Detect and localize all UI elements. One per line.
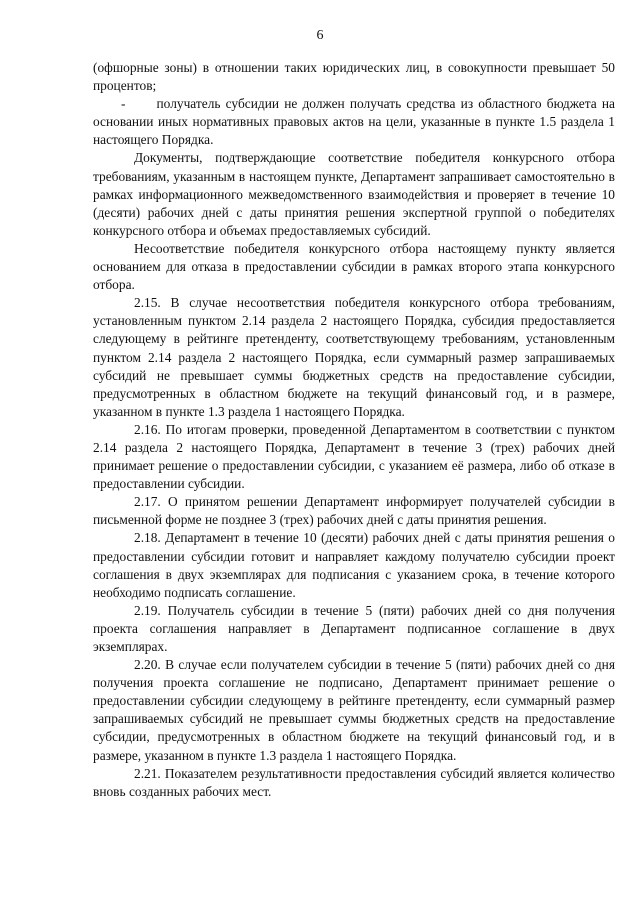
paragraph-2-20: 2.20. В случае если получателем субсидии в течение 5 (пяти) рабочих дней со дня получения проекта соглашение не подписано, Департамент принимает решение о предоставлении субсидии следующему в рейтинге претенденту, если суммарный размер запрашиваемых субсидий не превышает суммы бюджетных средств на предоставление субсидии, предусмотренных в областном бюджете на текущий финансовый год, и в размере, указанном в пункте 1.3 раздела 1 настоящего Порядка. xyxy=(93,657,615,763)
paragraph-2-19: 2.19. Получатель субсидии в течение 5 (пяти) рабочих дней со дня получения проекта соглашения направляет в Департамент подписанное соглашение в двух экземплярах. xyxy=(93,602,615,654)
document-body xyxy=(93,59,615,801)
paragraph-2-15: 2.15. В случае несоответствия победителя конкурсного отбора требованиям, установленным пунктом 2.14 раздела 2 настоящего Порядка, субсидия предоставляется следующему в рейтинге претенденту, соответствующему требованиям, установленным пунктом 2.14 раздела 2 настоящего Порядка, если суммарный размер запрашиваемых субсидий не превышает суммы бюджетных средств на предоставление субсидии, предусмотренных в областном бюджете на текущий финансовый год, и в размере, указанном в пункте 1.3 раздела 1 настоящего Порядка. xyxy=(93,295,615,419)
page-number: 6 xyxy=(316,28,324,43)
paragraph-2-18: 2.18. Департамент в течение 10 (десяти) рабочих дней с даты принятия решения о предоставлении субсидии готовит и направляет каждому получателю субсидии проект соглашения в двух экземплярах для подписания с указанием срока, в течение которого необходимо подписать соглашение. xyxy=(93,530,615,600)
paragraph-nonconformity-refusal: Несоответствие победителя конкурсного отбора настоящему пункту является основанием для отказа в предоставлении субсидии в рамках второго этапа конкурсного отбора. xyxy=(93,240,615,293)
paragraph-documents-request: Документы, подтверждающие соответствие победителя конкурсного отбора требованиям, указанным в настоящем пункте, Департамент запрашивает самостоятельно в рамках информационного межведомственного взаимодействия и проверяет в течение 10 (десяти) рабочих дней с даты принятия решения экспертной группой о победителях конкурсного отбора и объемах предоставляемых субсидий. xyxy=(93,150,615,238)
paragraph-offshore-continuation: (офшорные зоны) в отношении таких юридических лиц, в совокупности превышает 50 процентов; xyxy=(93,60,615,94)
paragraph-dash-item-no-other-funds: - получатель субсидии не должен получать средства из областного бюджета на основании иных нормативных правовых актов на цели, указанные в пункте 1.5 раздела 1 настоящего Порядка. xyxy=(93,96,615,148)
paragraph-2-21: 2.21. Показателем результативности предоставления субсидий является количество вновь созданных рабочих мест. xyxy=(93,765,615,799)
paragraph-2-16: 2.16. По итогам проверки, проведенной Департаментом в соответствии с пунктом 2.14 раздела 2 настоящего Порядка, Департамент в течение 3 (трех) рабочих дней принимает решение о предоставлении субсидии, с указанием её размера, либо об отказе в предоставлении субсидии. xyxy=(93,421,615,492)
paragraph-2-17: 2.17. О принятом решении Департамент информирует получателей субсидии в письменной форме не позднее 3 (трех) рабочих дней с даты принятия решения. xyxy=(93,494,615,528)
